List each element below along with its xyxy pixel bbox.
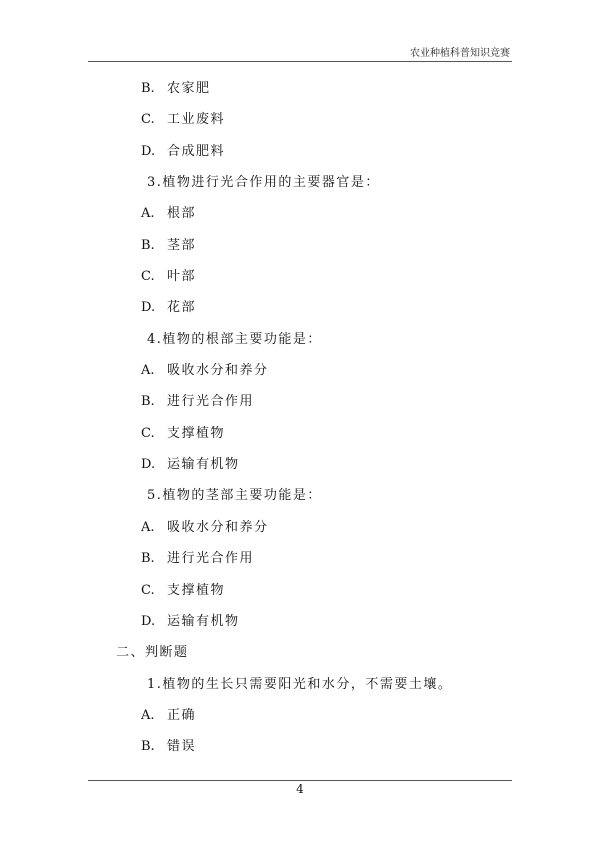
question-line: 5.植物的茎部主要功能是： bbox=[147, 488, 322, 503]
option-text: 茎部 bbox=[167, 238, 197, 253]
option-key: B. bbox=[141, 238, 155, 253]
option-text: 农家肥 bbox=[167, 81, 211, 96]
option-text: 错误 bbox=[167, 739, 197, 754]
option-line bbox=[141, 206, 196, 222]
option-key: C. bbox=[141, 583, 155, 598]
header-rule bbox=[88, 61, 512, 62]
option-key: D. bbox=[141, 457, 156, 472]
option-key: B. bbox=[141, 551, 155, 566]
option-key: D. bbox=[141, 614, 156, 629]
option-line bbox=[141, 583, 225, 599]
option-text: 正确 bbox=[167, 708, 197, 723]
option-line bbox=[141, 81, 211, 97]
option-text: 吸收水分和养分 bbox=[167, 363, 269, 378]
option-key: A. bbox=[141, 206, 155, 221]
option-line bbox=[141, 457, 240, 473]
option-text: 进行光合作用 bbox=[167, 551, 255, 566]
option-key: D. bbox=[141, 300, 156, 315]
option-text: 支撑植物 bbox=[167, 426, 226, 441]
option-line bbox=[141, 394, 254, 410]
option-key: B. bbox=[141, 739, 155, 754]
option-line bbox=[141, 739, 196, 755]
option-key: A. bbox=[141, 708, 155, 723]
option-text: 花部 bbox=[167, 300, 197, 315]
option-line bbox=[141, 363, 269, 379]
option-text: 合成肥料 bbox=[167, 144, 226, 159]
option-line bbox=[141, 708, 196, 724]
option-line bbox=[141, 144, 225, 160]
running-header: 农业种植科普知识竞赛 bbox=[410, 48, 510, 59]
option-text: 进行光合作用 bbox=[167, 394, 255, 409]
option-line bbox=[141, 238, 196, 254]
option-line bbox=[141, 112, 225, 128]
option-text: 运输有机物 bbox=[167, 457, 240, 472]
option-text: 运输有机物 bbox=[167, 614, 240, 629]
option-key: C. bbox=[141, 112, 155, 127]
question-line: 3.植物进行光合作用的主要器官是： bbox=[147, 175, 380, 190]
page-number: 4 bbox=[296, 782, 304, 796]
option-text: 叶部 bbox=[167, 269, 197, 284]
option-key: B. bbox=[141, 394, 155, 409]
option-key: A. bbox=[141, 520, 155, 535]
option-line bbox=[141, 269, 196, 285]
option-key: B. bbox=[141, 81, 155, 96]
option-key: C. bbox=[141, 426, 155, 441]
option-line bbox=[141, 300, 196, 316]
option-text: 支撑植物 bbox=[167, 583, 226, 598]
option-key: C. bbox=[141, 269, 155, 284]
option-text: 工业废料 bbox=[167, 112, 226, 127]
section-heading: 二、判断题 bbox=[116, 645, 189, 660]
option-key: D. bbox=[141, 144, 156, 159]
option-line bbox=[141, 426, 225, 442]
question-line: 1.植物的生长只需要阳光和水分，不需要土壤。 bbox=[147, 677, 453, 692]
option-line bbox=[141, 520, 269, 536]
option-line bbox=[141, 551, 254, 567]
footer-rule bbox=[88, 780, 512, 781]
option-line bbox=[141, 614, 240, 630]
question-line: 4.植物的根部主要功能是： bbox=[147, 332, 322, 347]
option-text: 根部 bbox=[167, 206, 197, 221]
option-text: 吸收水分和养分 bbox=[167, 520, 269, 535]
option-key: A. bbox=[141, 363, 155, 378]
